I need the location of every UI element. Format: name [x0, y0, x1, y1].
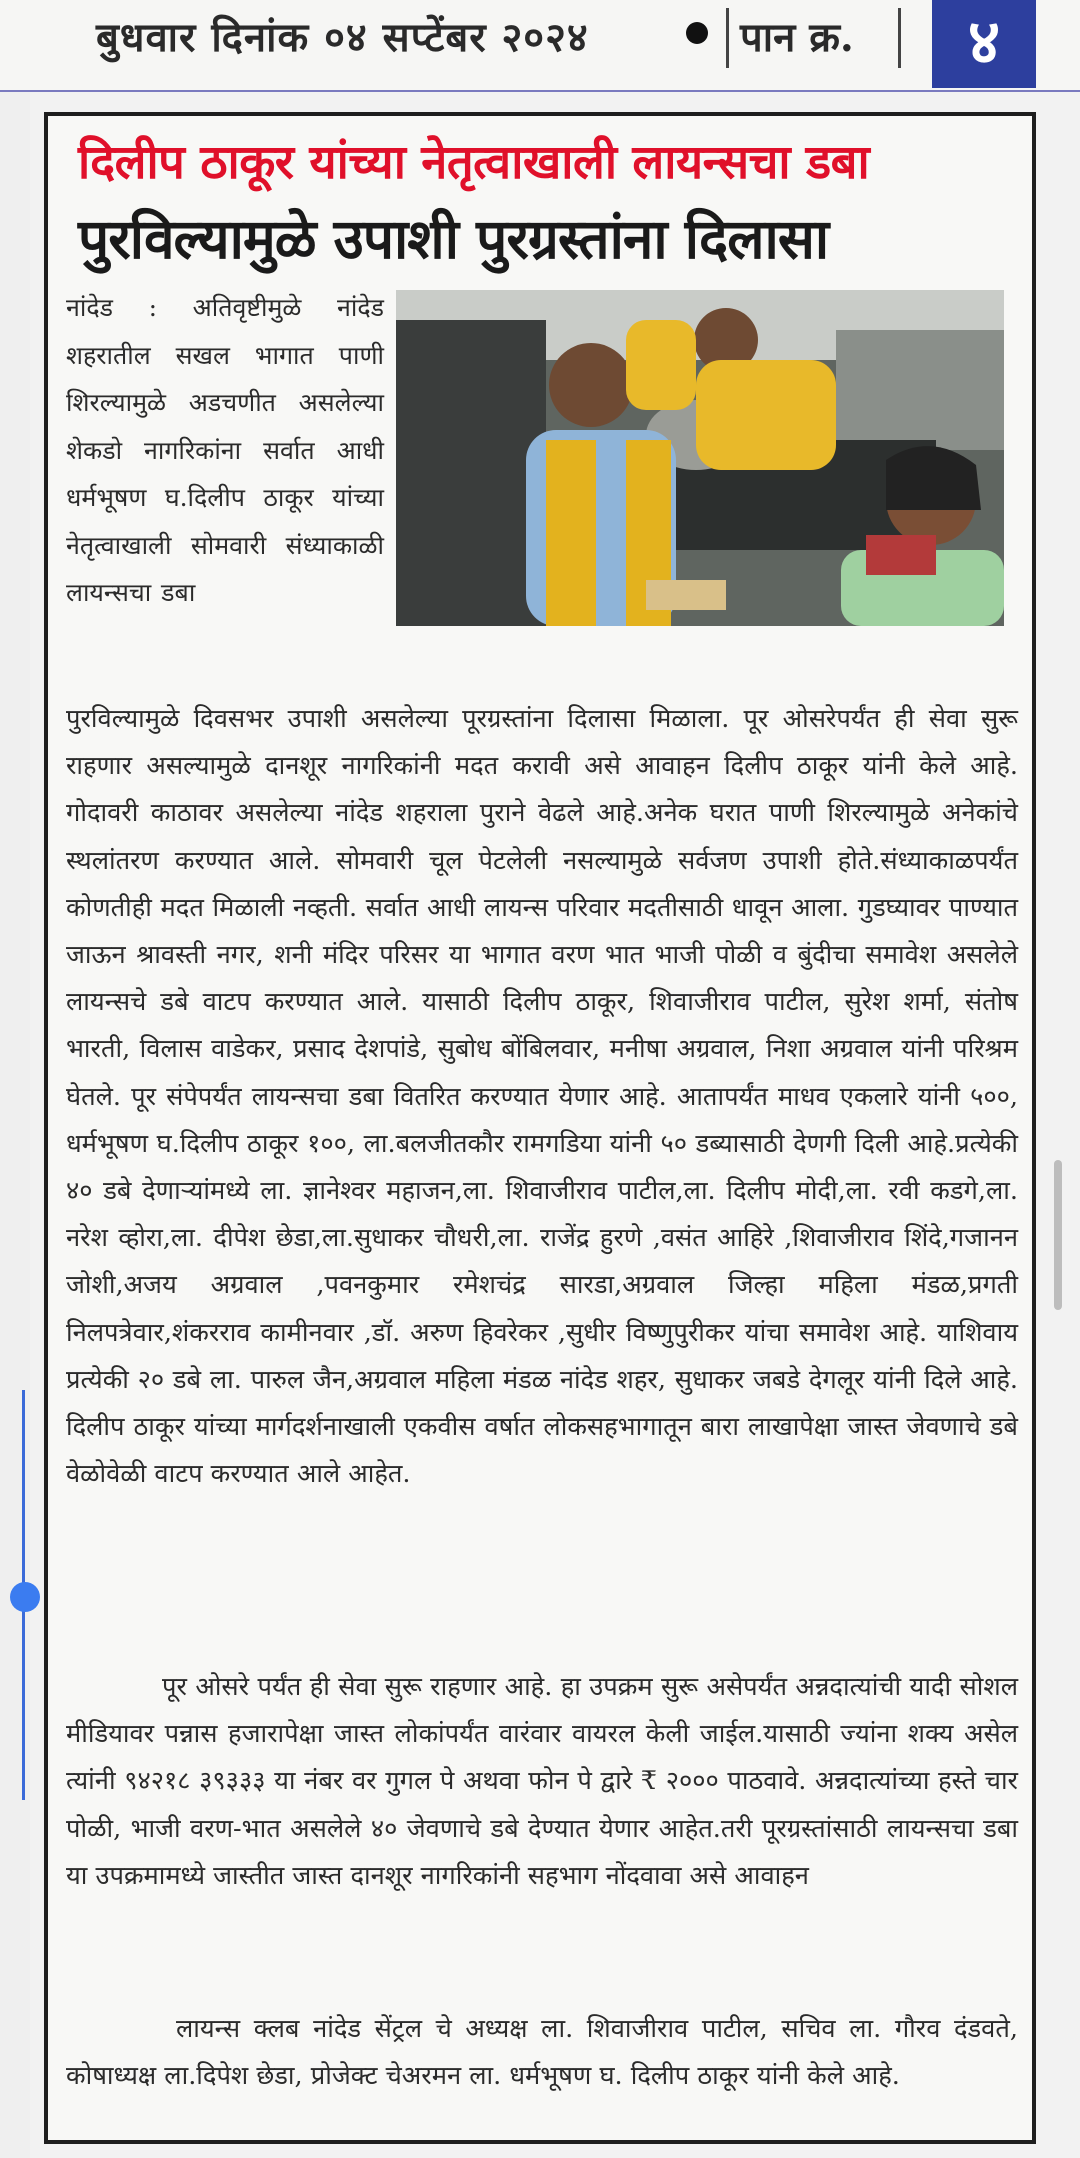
intro-column-text: नांदेड : अतिवृष्टीमुळे नांदेड शहरातील सखल भागात पाणी शिरल्यामुळे अडचणीत असलेल्या शेकडो नागरिकांना सर्वात आधी धर्मभूषण घ.दिलीप ठाकूर यांच्या नेतृत्वाखाली सोमवारी संध्याकाळी लायन्सचा डबा: [66, 293, 384, 607]
headline-black: पुरविल्यामुळे उपाशी पुरग्रस्तांना दिलासा: [78, 207, 829, 271]
page-label: पान क्र.: [740, 14, 854, 61]
header-divider: [898, 8, 901, 68]
article-paragraph: लायन्स क्लब नांदेड सेंट्रल चे अध्यक्ष ला. शिवाजीराव पाटील, सचिव ला. गौरव दंडवते, कोषाध्यक्ष ला.दिपेश छेडा, प्रोजेक्ट चेअरमन ला. धर्मभूषण घ. दिलीप ठाकूर यांनी केले आहे.: [66, 2014, 1018, 2092]
adjacent-column-margin: [0, 92, 30, 2158]
news-photo-image: [396, 290, 1004, 626]
selection-handle[interactable]: [10, 1582, 40, 1612]
scrollbar[interactable]: [1054, 1160, 1062, 1310]
news-article: [44, 112, 1036, 2144]
article-paragraph: पूर ओसरे पर्यंत ही सेवा सुरू राहणार आहे. हा उपक्रम सुरू असेपर्यंत अन्नदात्यांची यादी सोशल मीडियावर पन्नास हजारापेक्षा जास्त लोकांपर्यंत वारंवार वायरल केली जाईल.यासाठी ज्यांना शक्य असेल त्यांनी ९४२१८ ३९३३३ या नंबर वर गुगल पे अथवा फोन पे द्वारे ₹ २००० पाठवावे. अन्नदात्यांच्या हस्ते चार पोळी, भाजी वरण-भात असलेले ४० जेवणाचे डबे देण्यात येणार आहेत.तरी पूरग्रस्तांसाठी लायन्सचा डबा या उपक्रमामध्ये जास्तीत जास्त दानशूर नागरिकांनी सहभाग नोंदवावा असे आवाहन: [66, 1672, 1018, 1891]
header-separator-dot: [686, 22, 708, 44]
page-header: [0, 0, 1080, 92]
headline-red: दिलीप ठाकूर यांच्या नेतृत्वाखाली लायन्सचा डबा: [78, 135, 870, 190]
article-paragraph: पुरविल्यामुळे दिवसभर उपाशी असलेल्या पूरग्रस्तांना दिलासा मिळाला. पूर ओसरेपर्यंत ही सेवा सुरू राहणार असल्यामुळे दानशूर नागरिकांनी मदत करावी असे आवाहन दिलीप ठाकूर यांनी केले आहे. गोदावरी काठावर असलेल्या नांदेड शहराला पुराने वेढले आहे.अनेक घरात पाणी शिरल्यामुळे अनेकांचे स्थलांतरण करण्यात आले. सोमवारी चूल पेटलेली नसल्यामुळे सर्वजण उपाशी होते.संध्याकाळपर्यंत कोणतीही मदत मिळाली नव्हती. सर्वात आधी लायन्स परिवार मदतीसाठी धावून आला. गुडघ्यावर पाण्यात जाऊन श्रावस्ती नगर, शनी मंदिर परिसर या भागात वरण भात भाजी पोळी व बुंदीचा समावेश असलेले लायन्सचे डबे वाटप करण्यात आले. यासाठी दिलीप ठाकूर, शिवाजीराव पाटील, सुरेश शर्मा, संतोष भारती, विलास वाडेकर, प्रसाद देशपांडे, सुबोध बोंबिलवार, मनीषा अग्रवाल, निशा अग्रवाल यांनी परिश्रम घेतले. पूर संपेपर्यंत लायन्सचा डबा वितरित करण्यात येणार आहे. आतापर्यंत माधव एकलारे यांनी ५००, धर्मभूषण घ.दिलीप ठाकूर १००, ला.बलजीतकौर रामगडिया यांनी ५० डब्यासाठी देणगी दिली आहे.प्रत्येकी ४० डबे देणाऱ्यांमध्ये ला. ज्ञानेश्वर महाजन,ला. शिवाजीराव पाटील,ला. दिलीप मोदी,ला. रवी कडगे,ला. नरेश व्होरा,ला. दीपेश छेडा,ला.सुधाकर चौधरी,ला. राजेंद्र हुरणे ,वसंत आहिरे ,शिवाजीराव शिंदे,गजानन जोशी,अजय अग्रवाल ,पवनकुमार रमेशचंद्र सारडा,अग्रवाल जिल्हा महिला मंडळ,प्रगती निलपत्रेवार,शंकरराव कामीनवार ,डॉ. अरुण हिवरेकर ,सुधीर विष्णुपुरीकर यांचा समावेश आहे. याशिवाय प्रत्येकी २० डबे ला. पारुल जैन,अग्रवाल महिला मंडळ नांदेड शहर, सुधाकर जबडे देगलूर यांनी दिले आहे. दिलीप ठाकूर यांच्या मार्गदर्शनाखाली एकवीस वर्षात लोकसहभागातून बारा लाखापेक्षा जास्त जेवणाचे डबे वेळोवेळी वाटप करण्यात आले आहेत.: [66, 704, 1018, 1490]
header-divider: [726, 8, 729, 68]
page-number-badge: ४: [932, 0, 1036, 88]
photo-illustration: [396, 290, 1004, 626]
header-date: बुधवार दिनांक ०४ सप्टेंबर २०२४: [96, 14, 589, 61]
